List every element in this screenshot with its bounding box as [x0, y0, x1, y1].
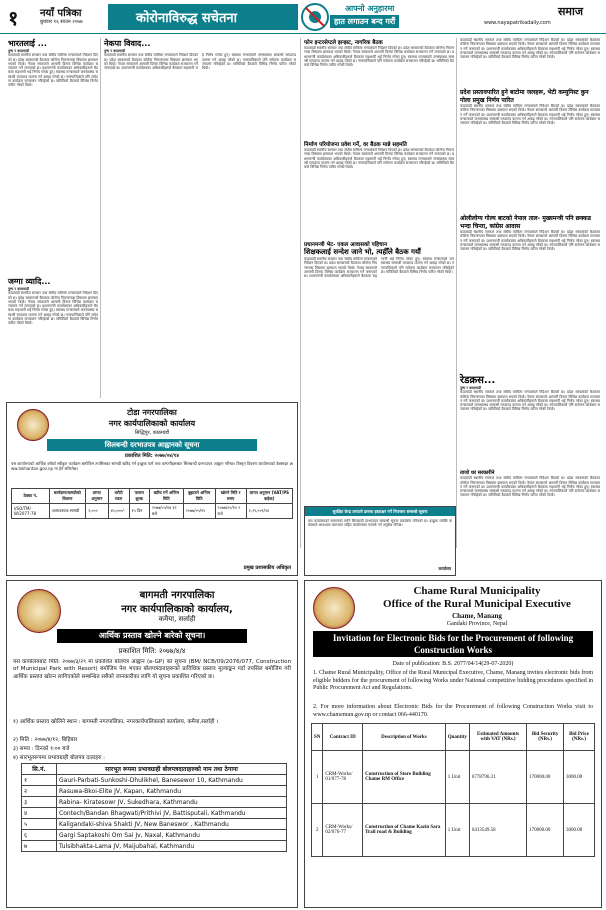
- article-7-subtitle: ओलीलोग्य गोल्य बाटको नेपाल ताल- मुख्यमन्त्री पनि छक्कड भन्दा चिन्ता, कांग्रेस आवास: [460, 215, 591, 230]
- table-header: सि.नं.: [22, 764, 57, 775]
- toda-table: [11, 488, 293, 519]
- emblem-icon: [17, 589, 61, 633]
- table-header: लागत अनुमान: [86, 489, 109, 504]
- table-cell: ४: [22, 808, 57, 819]
- table-cell: 6413549.58: [469, 804, 526, 857]
- article-1-byline: पुष्प र काठमाडौं: [8, 49, 29, 53]
- table-cell: १५ दिन: [129, 504, 149, 519]
- table-cell: १: [22, 775, 57, 786]
- article-7: [460, 38, 600, 366]
- table-cell: ४५,०००/-: [108, 504, 129, 519]
- table-header: SN: [312, 724, 323, 751]
- table-cell: ५: [22, 819, 57, 830]
- article-4-title: निर्माण परियोजना प्रवेश गर्ने, वर बैठक मान्ने सहमति: [304, 142, 407, 148]
- table-header: कार्यक्रम/सामग्रीको विवरण: [49, 489, 85, 504]
- article-8-byline: पुष्प र काठमाडौं: [460, 386, 481, 390]
- page-number: १: [8, 6, 19, 30]
- table-cell: 6778796.31: [469, 751, 526, 804]
- purchase-banner: सुरक्षित केन्द्र लगाउने क्रममा हस्ताक्षर गर्ने नियन्त्रण सम्बन्धी सूचना: [305, 507, 455, 516]
- rule: [456, 38, 457, 548]
- table-cell: Rasuwa-Bkoi-Elite JV, Kapan, Kathmandu: [57, 786, 287, 797]
- bagmati-body: यस कार्यालयबाट मिति: २०७७/३/२९ मा प्रकाशित बोलपत्र आह्वान (e-GP) को सूचना (BM/ NCB/09/2076/077, Construction of Municipal Park with Resort) बमोजिम पेश भएका बोलपत्रदाताहरूको प्राविधिक प्रस्ताव मूल्याङ्कन गर्दा तपसिल बमोजिम गरी आर्थिक प्रस्ताव खोल्न लागिएकोले सम्बन्धित सबैको जानकारीका लागि यो सूचना प्रकाशित गरिएको छ।: [13, 659, 291, 680]
- section-band: [108, 4, 298, 30]
- table-header: Estimated Amounts with VAT (NRs.): [469, 724, 526, 751]
- rule: [300, 38, 301, 548]
- bagmati-item-1: १) आर्थिक प्रस्ताव खोलिने स्थान : बागमती नगरपालिका, नगरकार्यपालिकाको कार्यालय, कमैया,सर्लाही ।: [13, 719, 219, 725]
- table-row: [22, 786, 287, 797]
- bagmati-date: प्रकाशित मिति: २०७७/४/४: [118, 647, 186, 655]
- table-header: खरिद गर्ने अन्तिम मिति: [149, 489, 183, 504]
- table-cell: Construction of Store Building Chame RM Office: [363, 751, 446, 804]
- table-cell: ७: [22, 841, 57, 852]
- dateline: बुधवार १६ साउन २०७७: [40, 19, 83, 25]
- bagmati-item-3: ३) समय : दिनको १:०० बजे: [13, 746, 70, 752]
- slogan-line-2: हात लगाउन बन्द गरौं: [330, 15, 399, 28]
- article-4: [304, 140, 454, 240]
- chame-date: Date of publication: B.S. 2077/04/14(29-07-2020): [392, 661, 514, 667]
- toda-signoff: प्रमुख प्रशासकीय अधिकृत: [243, 565, 291, 571]
- table-cell: 1 Unit: [445, 804, 469, 857]
- article-7-lead: काठमाडौं स्थानीय सरकार तथा संघीय मामिला मन्त्रालयले निर्देशन दिएको छ। प्रदेश सरकारको बैठकमा कोरोना नियन्त्रणका विषयमा छलफल भएको थियो। नेपाल सरकारले आगामी दिनमा विभिन्न कार्यक्रम सञ्चालन गर्ने जनाएको छ। प्रधानमन्त्री कार्यालयका अधिकारीहरूले बैठकमा सहभागी भई निर्णय गरेका हुन्। स्वास्थ्य मन्त्रालयले जनस्वास्थ्य सम्बन्धी मापदण्ड पालना गर्न आग्रह गरेको छ। नगरपालिकाले पनि सचेतना कार्यक्रम सञ्चालन गरिरहेको छ। समितिको बैठकले विभिन्न निर्णय पारित गरेको थियो।: [460, 38, 600, 60]
- article-2-title: नेकपा विवाद...: [104, 39, 151, 48]
- chame-para-2: 2. For more information about Electronic Bids for the Procurement of following Construction Works visit to www.chamemun.gov.np or contact 066-440170.: [313, 704, 593, 718]
- article-2: [104, 38, 296, 398]
- table-cell: 1 Unit: [445, 751, 469, 804]
- article-6-body: काठमाडौं स्थानीय सरकार तथा संघीय मामिला मन्त्रालयले निर्देशन दिएको छ। प्रदेश सरकारको बैठकमा कोरोना नियन्त्रणका विषयमा छलफल भएको थियो। नेपाल सरकारले आगामी दिनमा विभिन्न कार्यक्रम सञ्चालन गर्ने जनाएको छ। प्रधानमन्त्री कार्यालयका अधिकारीहरूले बैठकमा सहभागी भई निर्णय गरेका हुन्। स्वास्थ्य मन्त्रालयले जनस्वास्थ्य सम्बन्धी मापदण्ड पालना गर्न आग्रह गरेको छ। नगरपालिकाले पनि सचेतना कार्यक्रम सञ्चालन गरिरहेको छ। समितिको बैठकले विभिन्न निर्णय पारित गरेको थियो।: [8, 291, 98, 326]
- article-2-body: काठमाडौं स्थानीय सरकार तथा संघीय मामिला मन्त्रालयले निर्देशन दिएको छ। प्रदेश सरकारको बैठकमा कोरोना नियन्त्रणका विषयमा छलफल भएको थियो। नेपाल सरकारले आगामी दिनमा विभिन्न कार्यक्रम सञ्चालन गर्ने जनाएको छ। प्रधानमन्त्री कार्यालयका अधिकारीहरूले बैठकमा सहभागी भई निर्णय गरेका हुन्। स्वास्थ्य मन्त्रालयले जनस्वास्थ्य सम्बन्धी मापदण्ड पालना गर्न आग्रह गरेको छ। नगरपालिकाले पनि सचेतना कार्यक्रम सञ्चालन गरिरहेको छ। समितिको बैठकले विभिन्न निर्णय पारित गरेको थियो।: [104, 53, 296, 71]
- paper-name: नयाँ पत्रिका: [40, 8, 82, 19]
- table-cell: २०७७/०५/१४ १२ बजे: [149, 504, 183, 519]
- bagmati-place: कमैया, सर्लाही: [158, 615, 196, 623]
- article-8: [460, 372, 600, 548]
- table-cell: 3000.00: [564, 804, 595, 857]
- table-cell: १,२९,००९/२४: [246, 504, 292, 519]
- article-8-subhead: ताजो धर सरकारीने: [460, 470, 495, 477]
- table-header: बुझाउने अन्तिम मिति: [183, 489, 215, 504]
- table-cell: Kaligandaki-shiva Shakti JV, New Baneswor , Kathmandu: [57, 819, 287, 830]
- toda-place: सिद्धिपुर, काठमाडौं: [134, 430, 170, 436]
- table-cell: 170000.00: [527, 804, 564, 857]
- toda-table-header: [12, 489, 293, 504]
- table-cell: 1: [312, 751, 323, 804]
- virus-icon: [300, 2, 330, 32]
- table-cell: I/SO/TM/ W/2077-78: [12, 504, 50, 519]
- emblem-icon: [313, 587, 355, 629]
- table-cell: 2: [312, 804, 323, 857]
- chame-banner: Invitation for Electronic Bids for the Procurement of following Construction Works: [313, 631, 593, 657]
- table-cell: २,०००: [86, 504, 109, 519]
- table-row: [22, 775, 287, 786]
- table-cell: Rabina- Kiratesowr JV, Sukedhara, Kathmandu: [57, 797, 287, 808]
- table-cell: Gauri-Parbati-Sunkoshi-Dhulikhel, Banesewor 10, Kathmandu: [57, 775, 287, 786]
- table-cell: CRM-Works/ 01/077-78: [323, 751, 363, 804]
- bagmati-notice: [6, 580, 298, 908]
- article-7-body: काठमाडौं स्थानीय सरकार तथा संघीय मामिला मन्त्रालयले निर्देशन दिएको छ। प्रदेश सरकारको बैठकमा कोरोना नियन्त्रणका विषयमा छलफल भएको थियो। नेपाल सरकारले आगामी दिनमा विभिन्न कार्यक्रम सञ्चालन गर्ने जनाएको छ। प्रधानमन्त्री कार्यालयका अधिकारीहरूले बैठकमा सहभागी भई निर्णय गरेका हुन्। स्वास्थ्य मन्त्रालयले जनस्वास्थ्य सम्बन्धी मापदण्ड पालना गर्न आग्रह गरेको छ। नगरपालिकाले पनि सचेतना कार्यक्रम सञ्चालन गरिरहेको छ। समितिको बैठकले विभिन्न निर्णय पारित गरेको थियो।: [460, 104, 600, 126]
- toda-org: टोडा नगरपालिका: [127, 408, 177, 417]
- article-5-body: काठमाडौं स्थानीय सरकार तथा संघीय मामिला मन्त्रालयले निर्देशन दिएको छ। प्रदेश सरकारको बैठकमा कोरोना नियन्त्रणका विषयमा छलफल भएको थियो। नेपाल सरकारले आगामी दिनमा विभिन्न कार्यक्रम सञ्चालन गर्ने जनाएको छ। प्रधानमन्त्री कार्यालयका अधिकारीहरूले बैठकमा सहभागी भई निर्णय गरेका हुन्। स्वास्थ्य मन्त्रालयले जनस्वास्थ्य सम्बन्धी मापदण्ड पालना गर्न आग्रह गरेको छ। नगरपालिकाले पनि सचेतना कार्यक्रम सञ्चालन गरिरहेको छ। समितिको बैठकले विभिन्न निर्णय पारित गरेको थियो।: [304, 257, 454, 279]
- chame-place-2: Gandaki Province, Nepal: [446, 621, 508, 627]
- masthead-rule: [0, 33, 606, 34]
- purchase-body: यस कार्यालयको सामानको लागि सिलबन्दी दरभाउपत्र सम्बन्धी सूचना प्रकाशित गरिएको छ। इच्छुक व्यक्ति वा संस्थाले आवश्यक कागजात सहित कार्यालयमा सम्पर्क गर्न अनुरोध गरिन्छ।: [308, 519, 452, 528]
- article-1-title: भारतलाई ...: [8, 39, 47, 48]
- article-5: [304, 240, 454, 504]
- article-8-body: काठमाडौं स्थानीय सरकार तथा संघीय मामिला मन्त्रालयले निर्देशन दिएको छ। प्रदेश सरकारको बैठकमा कोरोना नियन्त्रणका विषयमा छलफल भएको थियो। नेपाल सरकारले आगामी दिनमा विभिन्न कार्यक्रम सञ्चालन गर्ने जनाएको छ। प्रधानमन्त्री कार्यालयका अधिकारीहरूले बैठकमा सहभागी भई निर्णय गरेका हुन्। स्वास्थ्य मन्त्रालयले जनस्वास्थ्य सम्बन्धी मापदण्ड पालना गर्न आग्रह गरेको छ। नगरपालिकाले पनि सचेतना कार्यक्रम सञ्चालन गरिरहेको छ। समितिको बैठकले विभिन्न निर्णय पारित गरेको थियो।: [460, 390, 600, 412]
- chame-table-header: [312, 724, 595, 751]
- table-cell: ३: [22, 797, 57, 808]
- table-cell: 3000.00: [564, 751, 595, 804]
- table-cell: Tulsibhakta-Lama JV, Maijubahal, Kathmandu: [57, 841, 287, 852]
- bagmati-office: नगर कार्यपालिकाको कार्यालय,: [121, 604, 233, 615]
- table-row: [12, 504, 293, 519]
- article-1: [8, 38, 98, 274]
- table-row: [22, 797, 287, 808]
- purchase-signoff: कार्यालय: [438, 566, 451, 571]
- article-4-body: काठमाडौं स्थानीय सरकार तथा संघीय मामिला मन्त्रालयले निर्देशन दिएको छ। प्रदेश सरकारको बैठकमा कोरोना नियन्त्रणका विषयमा छलफल भएको थियो। नेपाल सरकारले आगामी दिनमा विभिन्न कार्यक्रम सञ्चालन गर्ने जनाएको छ। प्रधानमन्त्री कार्यालयका अधिकारीहरूले बैठकमा सहभागी भई निर्णय गरेका हुन्। स्वास्थ्य मन्त्रालयले जनस्वास्थ्य सम्बन्धी मापदण्ड पालना गर्न आग्रह गरेको छ। नगरपालिकाले पनि सचेतना कार्यक्रम सञ्चालन गरिरहेको छ। समितिको बैठकले विभिन्न निर्णय पारित गरेको थियो।: [304, 148, 454, 170]
- table-cell: २: [22, 786, 57, 797]
- table-cell: Contech/Bandan Bhagwati/Prithivi JV, Battisputali, Kathmandu: [57, 808, 287, 819]
- chame-notice: [304, 580, 602, 908]
- chame-bids-table: [311, 723, 595, 857]
- article-7-title: प्रदेश प्रस्तावपारित हुने बाटोमा जलहरू, भेटी कम्युनिस्ट कुन गोला प्रमुख निर्णय पारित: [460, 89, 589, 104]
- table-cell: अत्यावश्यक सामग्री: [49, 504, 85, 519]
- table-header: Bid Price (NRs.): [564, 724, 595, 751]
- table-cell: Construction of Chame Kazin Sara Trail road & Building: [363, 804, 446, 857]
- toda-body: यस कार्यालयको आर्थिक वर्षको स्वीकृत कार्यक्रम बमोजिम तपसिलका सामग्री खरिद गर्न इच्छुक फर्म तथा कम्पनीहरूबाट सिलबन्दी दरभाउपत्र आह्वान गरिन्छ। विस्तृत विवरण कार्यालयको वेबसाइट www.lokhantan.gov.np मा हेर्न सकिनेछ।: [11, 461, 293, 471]
- table-row: [312, 751, 595, 804]
- article-6-title: जग्गा व्यादि...: [8, 277, 51, 286]
- toda-office: नगर कार्यपालिकाको कार्यालय: [108, 419, 196, 428]
- section-right: समाज: [558, 5, 584, 18]
- table-cell: ६: [22, 830, 57, 841]
- rule: [100, 38, 101, 398]
- table-cell: २०७७/०५/१५ २ बजे: [215, 504, 246, 519]
- table-cell: २०७७/०५/१५: [183, 504, 215, 519]
- table-row: [22, 808, 287, 819]
- slogan-line-1: आफ्नो अनुहारमा: [345, 4, 395, 13]
- table-header: Description of Works: [363, 724, 446, 751]
- toda-banner: सिलबन्दी दरभाउपत्र आह्वानको सूचना: [47, 439, 257, 451]
- article-3-title: फोन इन्टरसेप्टले झन्झट, नागरिक बैठक: [304, 40, 383, 46]
- table-header: धरौटी रकम: [108, 489, 129, 504]
- section-title: कोरोनाविरुद्ध सचेतना: [136, 11, 237, 26]
- table-cell: Gargi Saptakoshi Om Sai Jv, Naxal, Kathmandu: [57, 830, 287, 841]
- table-header: Quantity: [445, 724, 469, 751]
- table-header: सारभूत रूपमा प्रभावग्राही बोलपत्रदाताहरुको नाम तथा ठेगाना: [57, 764, 287, 775]
- bagmati-table-header: [22, 764, 287, 775]
- chame-place-1: Chame, Manang: [452, 612, 502, 620]
- chame-title-1: Chame Rural Municipality: [413, 585, 541, 597]
- masthead: [0, 0, 606, 34]
- article-6-byline: पुष्प र काठमाडौं: [8, 287, 29, 291]
- table-cell: CRM-Works/ 02/076-77: [323, 804, 363, 857]
- article-3-body: काठमाडौं स्थानीय सरकार तथा संघीय मामिला मन्त्रालयले निर्देशन दिएको छ। प्रदेश सरकारको बैठकमा कोरोना नियन्त्रणका विषयमा छलफल भएको थियो। नेपाल सरकारले आगामी दिनमा विभिन्न कार्यक्रम सञ्चालन गर्ने जनाएको छ। प्रधानमन्त्री कार्यालयका अधिकारीहरूले बैठकमा सहभागी भई निर्णय गरेका हुन्। स्वास्थ्य मन्त्रालयले जनस्वास्थ्य सम्बन्धी मापदण्ड पालना गर्न आग्रह गरेको छ। नगरपालिकाले पनि सचेतना कार्यक्रम सञ्चालन गरिरहेको छ। समितिको बैठकले विभिन्न निर्णय पारित गरेको थियो।: [304, 46, 454, 68]
- chame-title-2: Office of the Rural Municipal Executive: [383, 598, 571, 610]
- table-header: लागत अनुमान (VAT/PS बाहेक): [246, 489, 292, 504]
- article-1-body: काठमाडौं स्थानीय सरकार तथा संघीय मामिला मन्त्रालयले निर्देशन दिएको छ। प्रदेश सरकारको बैठकमा कोरोना नियन्त्रणका विषयमा छलफल भएको थियो। नेपाल सरकारले आगामी दिनमा विभिन्न कार्यक्रम सञ्चालन गर्ने जनाएको छ। प्रधानमन्त्री कार्यालयका अधिकारीहरूले बैठकमा सहभागी भई निर्णय गरेका हुन्। स्वास्थ्य मन्त्रालयले जनस्वास्थ्य सम्बन्धी मापदण्ड पालना गर्न आग्रह गरेको छ। नगरपालिकाले पनि सचेतना कार्यक्रम सञ्चालन गरिरहेको छ। समितिको बैठकले विभिन्न निर्णय पारित गरेको थियो।: [8, 53, 98, 88]
- table-header: फाराम शुल्क: [129, 489, 149, 504]
- table-row: [312, 804, 595, 857]
- article-5-title: प्रधानमन्त्री भेट- एकल आवासको पहिचान: [304, 242, 388, 248]
- article-3: [304, 38, 454, 138]
- bagmati-item-4: ४) सारभूतरूपमा प्रभावग्राही बोलपत्र दाताहरु :: [13, 755, 106, 761]
- article-2-byline: पुष्प र काठमाडौं: [104, 49, 125, 53]
- bagmati-item-2: २) मिति : २०७७/४/१२, बिहिबार: [13, 737, 78, 743]
- table-row: [22, 830, 287, 841]
- article-8-body-2: काठमाडौं स्थानीय सरकार तथा संघीय मामिला मन्त्रालयले निर्देशन दिएको छ। प्रदेश सरकारको बैठकमा कोरोना नियन्त्रणका विषयमा छलफल भएको थियो। नेपाल सरकारले आगामी दिनमा विभिन्न कार्यक्रम सञ्चालन गर्ने जनाएको छ। प्रधानमन्त्री कार्यालयका अधिकारीहरूले बैठकमा सहभागी भई निर्णय गरेका हुन्। स्वास्थ्य मन्त्रालयले जनस्वास्थ्य सम्बन्धी मापदण्ड पालना गर्न आग्रह गरेको छ। नगरपालिकाले पनि सचेतना कार्यक्रम सञ्चालन गरिरहेको छ। समितिको बैठकले विभिन्न निर्णय पारित गरेको थियो।: [460, 476, 600, 498]
- toda-date: प्रकाशित मिति: २०७७/०४/१४: [125, 453, 179, 459]
- table-row: [22, 819, 287, 830]
- table-cell: 170000.00: [527, 751, 564, 804]
- toda-notice: [6, 402, 298, 576]
- bagmati-org: बागमती नगरपालिका: [139, 590, 215, 601]
- purchase-notice: [304, 506, 456, 576]
- article-7-body-2: काठमाडौं स्थानीय सरकार तथा संघीय मामिला मन्त्रालयले निर्देशन दिएको छ। प्रदेश सरकारको बैठकमा कोरोना नियन्त्रणका विषयमा छलफल भएको थियो। नेपाल सरकारले आगामी दिनमा विभिन्न कार्यक्रम सञ्चालन गर्ने जनाएको छ। प्रधानमन्त्री कार्यालयका अधिकारीहरूले बैठकमा सहभागी भई निर्णय गरेका हुन्। स्वास्थ्य मन्त्रालयले जनस्वास्थ्य सम्बन्धी मापदण्ड पालना गर्न आग्रह गरेको छ। नगरपालिकाले पनि सचेतना कार्यक्रम सञ्चालन गरिरहेको छ। समितिको बैठकले विभिन्न निर्णय पारित गरेको थियो।: [460, 230, 600, 252]
- table-header: Bid Security (NRs.): [527, 724, 564, 751]
- chame-para-1: 1. Chame Rural Municipality, Office of the Rural Municipal Executive, Chame, Manang invites electronic bids from eligible bidders for the procurement of following Works under National competitive bidding procedures specified in Public Procurement Act and Regulations.: [313, 670, 593, 691]
- article-6: [8, 276, 98, 398]
- table-header: ठेक्का नं.: [12, 489, 50, 504]
- website: www.nayapatrikadaily.com: [484, 20, 551, 26]
- table-header: Contract ID: [323, 724, 363, 751]
- bagmati-banner: आर्थिक प्रस्ताव खोल्ने बारेको सूचना।: [57, 629, 247, 643]
- bagmati-firms-table: [21, 763, 287, 852]
- table-row: [22, 841, 287, 852]
- table-header: खोल्ने मिति र समय: [215, 489, 246, 504]
- article-5-subtitle: शिक्षकलाई सन्देश जाने भो, त्यहीँले बैठक गर्यौ: [304, 248, 421, 256]
- article-8-title: रेडक्रस...: [460, 375, 496, 386]
